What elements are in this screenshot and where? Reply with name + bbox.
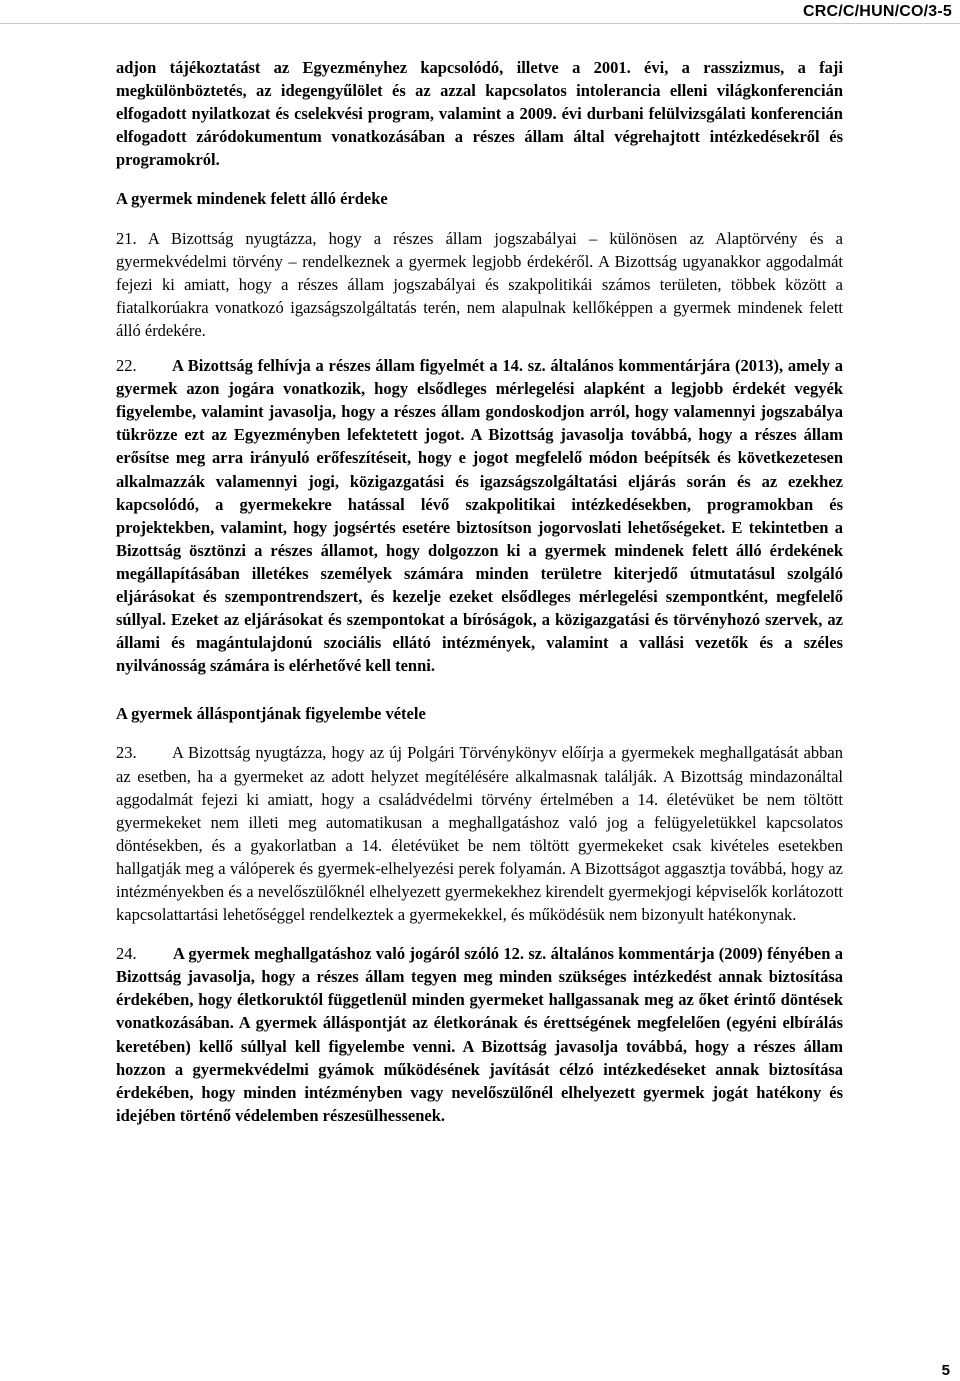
paragraph-number: 23.	[116, 743, 137, 763]
paragraph-number: 21.	[116, 228, 137, 248]
paragraph-text: A Bizottság nyugtázza, hogy a részes állam jogszabályai – különösen az Alaptörvény és a gyermekvédelmi törvény – rendelkeznek a gyermek legjobb érdekéről. A Bizottság ugyanakkor aggodalmát fejezi ki amiatt, hogy a részes állam jogszabályai és szakpolitikái számos területen, többek között a fiatalkorúakra vonatkozó igazságszolgáltatás terén, nem alapulnak kellőképpen a gyermek mindenek felett álló érdekére.	[116, 228, 843, 340]
paragraph-23	[116, 741, 843, 926]
paragraph-intro: adjon tájékoztatást az Egyezményhez kapcsolódó, illetve a 2001. évi, a rasszizmus, a faji megkülönböztetés, az idegengyűlölet és az azzal kapcsolatos intolerancia elleni világkonferencián elfogadott nyilatkozat és cselekvési program, valamint a 2009. évi durbani felülvizsgálati konferencián elfogadott záródokumentum vonatkozásában a részes állam által végrehajtott intézkedésekről és programokról.	[116, 58, 843, 170]
paragraph-text: A Bizottság felhívja a részes állam figyelmét a 14. sz. általános kommentárjára (2013), amely a gyermek azon jogára vonatkozik, hogy elsődleges mérlegelési alapként a legjobb érdekét vegyék figyelembe, valamint javasolja, hogy a részes állam gondoskodjon arról, hogy valamennyi jogszabálya tükrözze ezt az Egyezményben lefektetett jogot. A Bizottság javasolja továbbá, hogy a részes állam erősítse meg arra irányuló erőfeszítéseit, hogy e jogot megfelelő módon beépítsék és következetesen alkalmazzák valamennyi jogi, közigazgatási és igazságszolgáltatási eljárás során és az ezekhez kapcsolódó, a gyermekekre hatással lévő szakpolitikai intézkedésekben, programokban és projektekben, valamint, hogy jogsértés esetére biztosítson jogorvoslati lehetőségeket. E tekintetben a Bizottság ösztönzi a részes államot, hogy dolgozzon ki a gyermek mindenek felett álló érdekének megállapításában illetékes személyek számára minden területre kiterjedő útmutatásul szolgáló eljárásokat és szempontrendszert, és kezelje ezeket elsődleges mérlegelési szempontként, megfelelő súllyal. Ezeket az eljárásokat és szempontokat a bíróságok, a közigazgatási és törvényhozó szervek, az állami és magántulajdonú szociális ellátó intézmények, valamint a vallási vezetők és a széles nyilvánosság számára is elérhetővé kell tenni.	[116, 356, 843, 676]
page-number: 5	[941, 1362, 950, 1379]
paragraph-24	[116, 942, 843, 1127]
paragraph-text: A gyermek meghallgatáshoz való jogáról szóló 12. sz. általános kommentárja (2009) fényében a Bizottság javasolja, hogy a részes állam tegyen meg minden szükséges intézkedést annak biztosítása érdekében, hogy életkoruktól függetlenül minden gyermeket hallgassanak meg az őket érintő döntések vonatkozásában. A gyermek álláspontját az életkorának és érettségének megfelelően (egyéni elbírálás keretében) kellő súllyal kell figyelembe venni. A Bizottság javasolja továbbá, hogy a részes állam hozzon a gyermekvédelmi gyámok működésének javítását célzó intézkedéseket annak biztosítása érdekében, hogy minden intézményben vagy nevelőszülőnél elhelyezett gyermek jogát hatékony és idejében történő védelemben részesülhessenek.	[116, 944, 843, 1125]
paragraph-number: 22.	[116, 356, 137, 376]
document-body	[116, 56, 843, 1127]
page-header	[0, 1, 960, 24]
section-heading-views: A gyermek álláspontjának figyelembe vétele	[116, 704, 426, 724]
document-symbol: CRC/C/HUN/CO/3-5	[803, 3, 952, 20]
paragraph-21	[116, 227, 843, 342]
paragraph-22	[116, 354, 843, 677]
paragraph-text: A Bizottság nyugtázza, hogy az új Polgári Törvénykönyv előírja a gyermekek meghallgatását abban az esetben, ha a gyermeket az adott helyzet megítélésére alkalmasnak találják. A Bizottság mindazonáltal aggodalmát fejezi ki amiatt, hogy a családvédelmi törvény értelmében a 14. életévüket be nem töltött gyermekeket nem illeti meg automatikusan a meghallgatáshoz való jog a felügyeletükkel kapcsolatos döntésekben, és a gyakorlatban a 14. életévüket be nem töltött gyermekeket csak kivételes esetekben hallgatják meg a válóperek és gyermek-elhelyezési perek folyamán. A Bizottságot aggasztja továbbá, hogy az intézményekben és a nevelőszülőknél elhelyezett gyermekekhez kirendelt gyermekjogi képviselők korlátozott kapcsolattartási lehetőséggel rendelkeztek a gyermekekkel, és működésük nem bizonyult hatékonynak.	[116, 743, 843, 925]
section-heading-best-interest: A gyermek mindenek felett álló érdeke	[116, 189, 388, 209]
paragraph-number: 24.	[116, 944, 137, 964]
